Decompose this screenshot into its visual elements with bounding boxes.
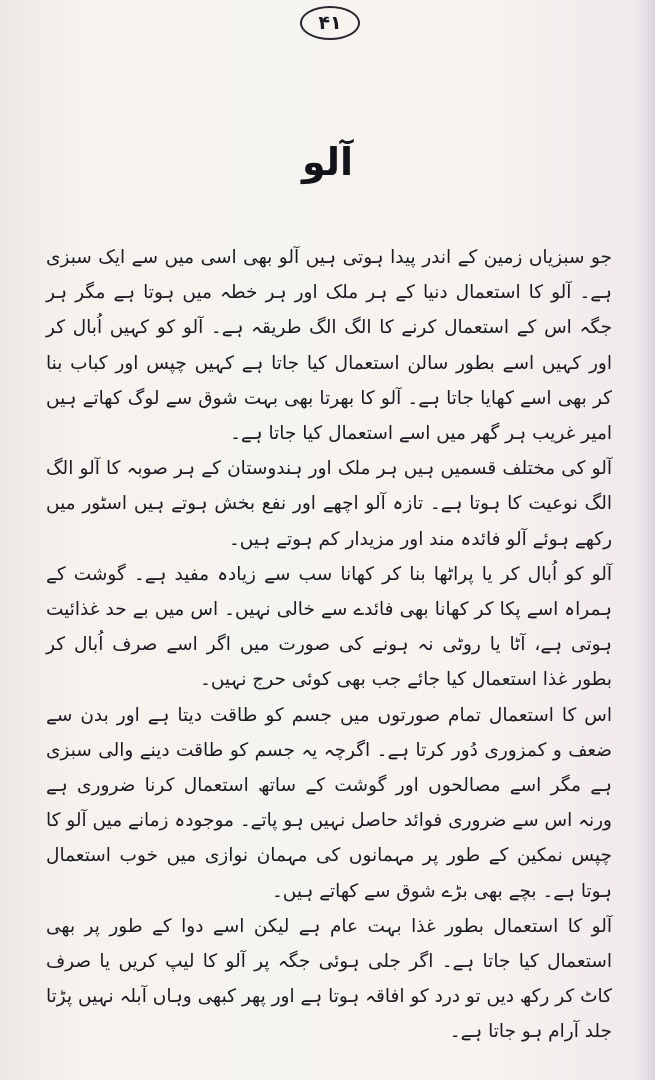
page-number-oval [300, 6, 360, 40]
page-title: آلو [301, 140, 354, 184]
paragraph-2: آلو کی مختلف قسمیں ہیں ہر ملک اور ہندوستان کے ہر صوبہ کا آلو الگ الگ نوعیت کا ہوتا ہے۔ تازہ آلو اچھے اور نفع بخش ہوتے ہیں اسٹور میں رکھے ہوئے آلو فائدہ مند اور مزیدار کم ہوتے ہیں۔ [46, 458, 612, 550]
article-body [46, 240, 612, 1050]
page-number: ۴۱ [318, 12, 342, 34]
paragraph-5: آلو کا استعمال بطور غذا بہت عام ہے لیکن اسے دوا کے طور پر بھی استعمال کیا جاتا ہے۔ اگر جلی ہوئی جگہ پر آلو کا لیپ کریں یا صرف کاٹ کر رکھ دیں تو درد کو افاقہ ہوتا ہے اور پھر کبھی وہاں آبلہ نہیں پڑتا جلد آرام ہو جاتا ہے۔ [46, 915, 612, 1043]
paragraph-1: جو سبزیاں زمین کے اندر پیدا ہوتی ہیں آلو بھی اسی میں سے ایک سبزی ہے۔ آلو کا استعمال دنیا کے ہر ملک اور ہر خطہ میں ہوتا ہے مگر ہر جگہ اس کے استعمال کرنے کا الگ الگ طریقہ ہے۔ آلو کو کہیں اُبال کر اور کہیں اسے بطور سالن استعمال کیا جاتا ہے کہیں چپس اور کباب بنا کر بھی اسے کھایا جاتا ہے۔ آلو کا بھرتا بھی بہت شوق سے لوگ کھاتے ہیں امیر غریب ہر گھر میں اسے استعمال کیا جاتا ہے۔ [46, 247, 612, 445]
paragraph-4: اس کا استعمال تمام صورتوں میں جسم کو طاقت دیتا ہے اور بدن سے ضعف و کمزوری دُور کرتا ہے۔ اگرچہ یہ جسم کو طاقت دینے والی سبزی ہے مگر اسے مصالحوں اور گوشت کے ساتھ استعمال کرنا ضروری ہے ورنہ اس سے ضروری فوائد حاصل نہیں ہو پاتے۔ موجودہ زمانے میں آلو کا چپس نمکین کے طور پر مہمانوں کی مہمان نوازی میں خوب استعمال ہوتا ہے۔ بچے بھی بڑے شوق سے کھاتے ہیں۔ [46, 704, 612, 902]
paragraph-3: آلو کو اُبال کر یا پراٹھا بنا کر کھانا سب سے زیادہ مفید ہے۔ گوشت کے ہمراہ اسے پکا کر کھانا بھی فائدے سے خالی نہیں۔ اس میں بے حد غذائیت ہوتی ہے، آٹا یا روٹی نہ ہونے کی صورت میں اگر اسے صرف اُبال کر بطور غذا استعمال کیا جائے جب بھی کوئی حرج نہیں۔ [46, 563, 612, 691]
